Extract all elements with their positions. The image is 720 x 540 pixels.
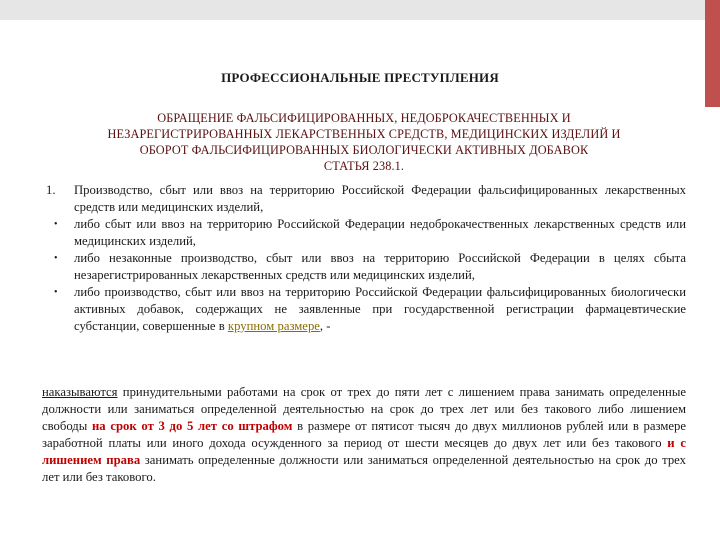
penalty-lead: наказываются — [42, 385, 118, 399]
offense-list — [42, 182, 686, 335]
accent-bar — [705, 0, 720, 107]
bullet-icon: • — [54, 253, 58, 264]
list-item-tail: , - — [319, 319, 331, 333]
list-item — [42, 250, 686, 284]
penalty-highlight-term: на срок от 3 до 5 лет со штрафом — [92, 419, 293, 433]
list-item — [42, 182, 686, 216]
list-number: 1. — [46, 183, 56, 197]
penalty-highlight-deprivation: и с лишением права — [42, 436, 686, 467]
large-amount-link[interactable]: крупном размере — [227, 319, 320, 333]
bullet-icon: • — [54, 219, 58, 230]
article-title-line-3: ОБОРОТ ФАЛЬСИФИЦИРОВАННЫХ БИОЛОГИЧЕСКИ АКТИВНЫХ ДОБАВОК — [139, 143, 589, 157]
bullet-icon: • — [54, 287, 58, 298]
article-title-line-1: ОБРАЩЕНИЕ ФАЛЬСИФИЦИРОВАННЫХ, НЕДОБРОКАЧЕСТВЕННЫХ И — [157, 111, 571, 125]
list-item-text: либо производство, сбыт или ввоз на территорию Российской Федерации фальсифицированных биологически активных добавок, содержащих не заявленные при государственной регистрации фармацевтические субстанции, совершенные в — [74, 285, 686, 333]
list-item-text: Производство, сбыт или ввоз на территорию Российской Федерации фальсифицированных лекарственных средств или медицинских изделий, — [74, 183, 686, 214]
list-item — [42, 284, 686, 335]
top-band — [0, 0, 720, 20]
page-heading: ПРОФЕССИОНАЛЬНЫЕ ПРЕСТУПЛЕНИЯ — [221, 70, 499, 85]
penalty-text-3: занимать определенные должности или заниматься определенной деятельностью на срок до трех лет или без такового. — [42, 453, 686, 484]
penalty-text-1: принудительными работами на срок от трех до пяти лет с лишением права занимать определенные должности или заниматься определенной деятельностью на срок до трех лет или без такового либо лишением свободы — [42, 385, 686, 433]
article-number: СТАТЬЯ 238.1. — [323, 159, 405, 173]
list-item-text: либо незаконные производство, сбыт или ввоз на территорию Российской Федерации в целях сбыта незарегистрированных лекарственных средств или медицинских изделий, — [74, 251, 686, 282]
list-item — [42, 216, 686, 250]
penalty-text-2: в размере от пятисот тысяч до двух миллионов рублей или в размере заработной платы или иного дохода осужденного за период от шести месяцев до двух лет или без такового — [42, 419, 686, 450]
article-title — [42, 110, 686, 174]
article-title-line-2: НЕЗАРЕГИСТРИРОВАННЫХ ЛЕКАРСТВЕННЫХ СРЕДСТВ, МЕДИЦИНСКИХ ИЗДЕЛИЙ И — [107, 127, 621, 141]
penalty-paragraph — [42, 384, 686, 486]
list-item-text: либо сбыт или ввоз на территорию Российской Федерации недоброкачественных лекарственных средств или медицинских изделий, — [74, 217, 686, 248]
